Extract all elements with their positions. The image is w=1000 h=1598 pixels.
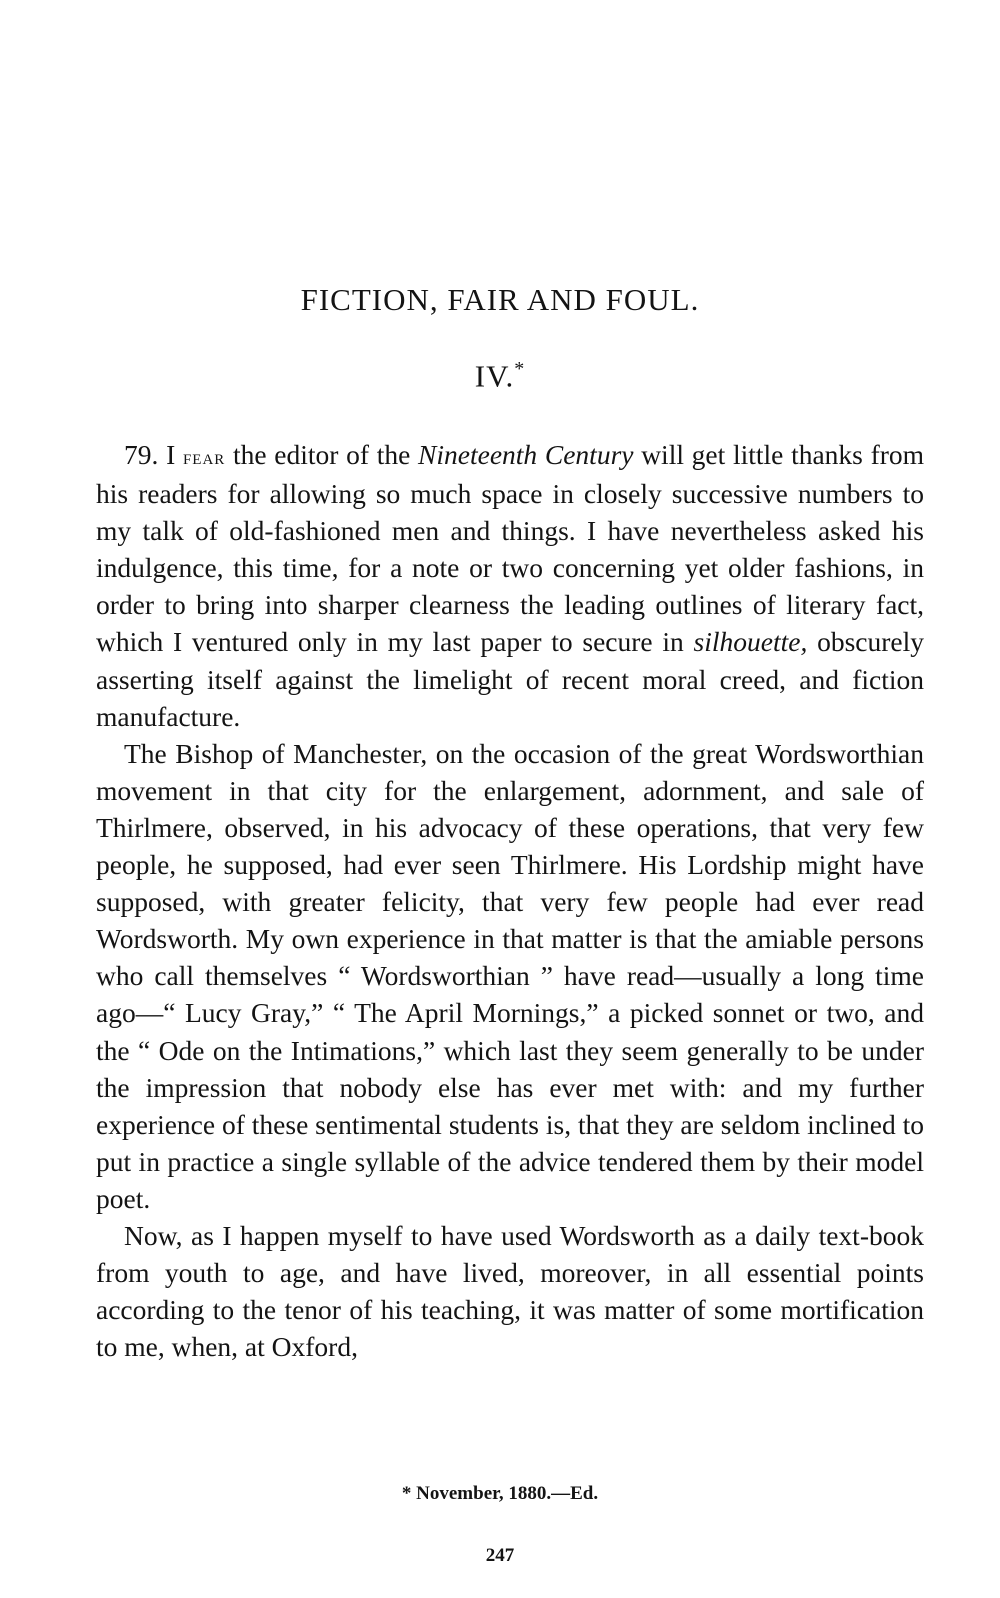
part-heading: [0, 358, 1000, 394]
footnote-marker: *: [514, 358, 526, 380]
paragraph-number: 79.: [124, 439, 159, 470]
paragraph-text: the editor of the: [233, 439, 411, 470]
footnote: * November, 1880.—Ed.: [401, 1483, 599, 1504]
journal-title: Nineteenth Century: [418, 439, 634, 470]
paragraph-text: obscurely asserting itself against the limelight of recent moral creed, and fiction manufacture.: [96, 626, 924, 732]
page-number: 247: [485, 1545, 515, 1566]
italic-word: silhouette,: [693, 626, 808, 658]
chapter-title: FICTION, FAIR AND FOUL.: [300, 282, 700, 317]
body-text: [96, 436, 924, 1365]
paragraph-now: Now, as I happen myself to have used Wordsworth as a daily text-book from youth to age, and have lived, moreover, in all essential points according to the tenor of his teaching, it was matter of some mortification to me, when, at Oxford,: [96, 1219, 924, 1363]
part-numeral: IV.: [474, 358, 515, 394]
opening-word: I: [166, 439, 176, 470]
paragraph-text: will get little thanks from his readers for allowing so much space in closely successive numbers to my talk of old-fashioned men and things. I have nevertheless asked his indulgence, this time, for a note or two concerning yet older fashions, in order to bring into sharper clearness the leading outlines of literary fact, which I ventured only in my last paper to secure in: [96, 439, 925, 658]
paragraph-79: [96, 436, 924, 735]
small-caps-word: fear: [182, 444, 226, 469]
paragraph-bishop: The Bishop of Manchester, on the occasion of the great Wordsworthian movement in that city for the enlargement, adornment, and sale of Thirlmere, observed, in his advocacy of these operations, that very few people, he supposed, had ever seen Thirlmere. His Lordship might have supposed, with greater felicity, that very few people had ever read Wordsworth. My own experience in that matter is that the amiable persons who call themselves “ Wordsworthian ” have read—usually a long time ago—“ Lucy Gray,” “ The April Mornings,” a picked sonnet or two, and the “ Ode on the Intimations,” which last they seem generally to be under the impression that nobody else has ever met with: and my further experience of these sentimental students is, that they are seldom inclined to put in practice a single syllable of the advice tendered them by their model poet.: [96, 737, 924, 1214]
